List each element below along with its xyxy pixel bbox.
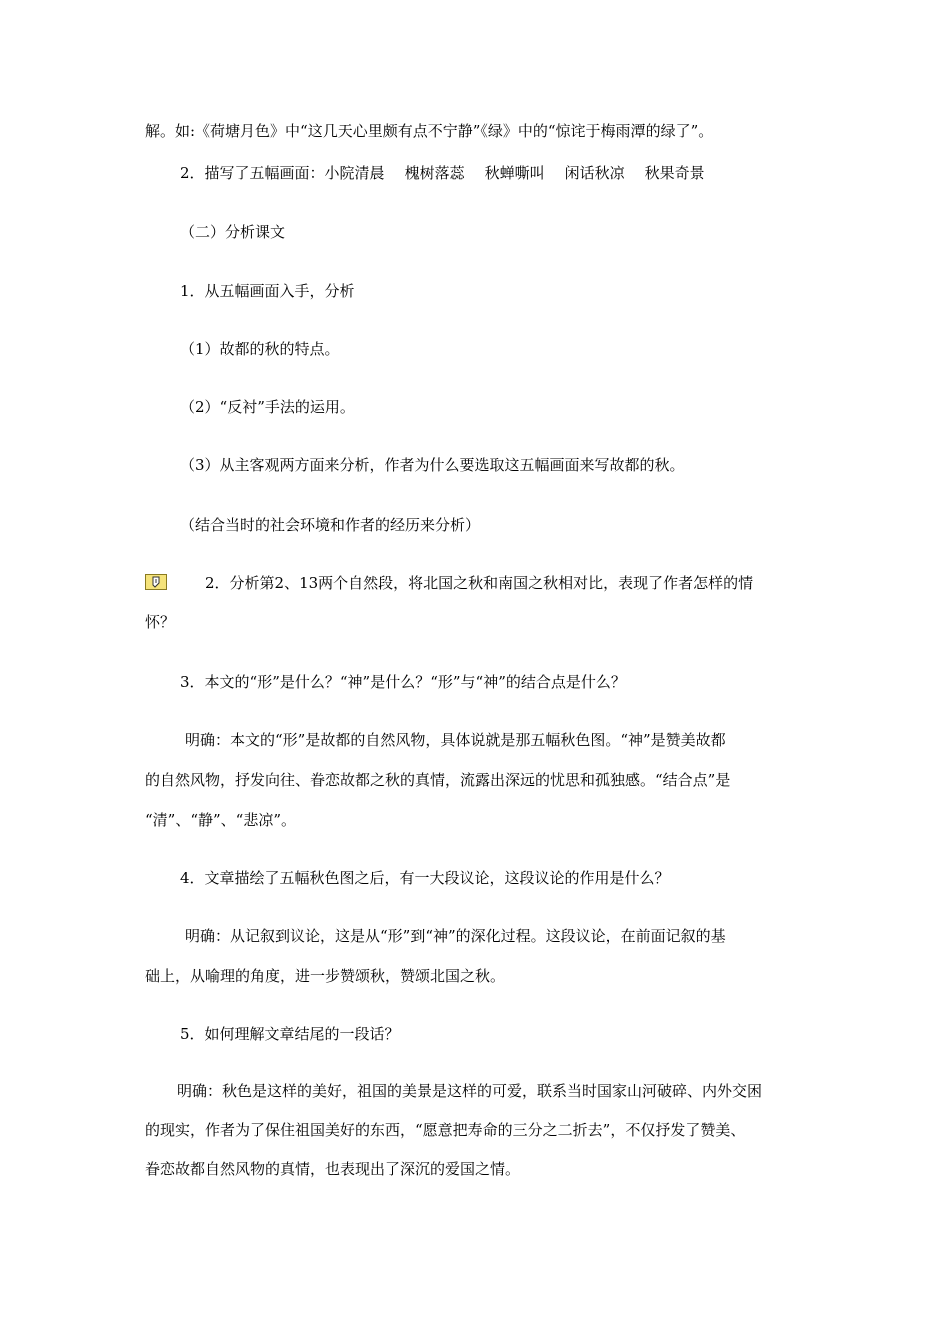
question-3: 3．本文的“形”是什么？“神”是什么？“形”与“神”的结合点是什么？ xyxy=(180,673,626,691)
comment-flag-icon[interactable] xyxy=(145,574,167,590)
answer-3-line-3: “清”、“静”、“悲凉”。 xyxy=(145,811,297,829)
scene-5: 秋果奇景 xyxy=(644,164,705,182)
section-2-title: （二）分析课文 xyxy=(180,223,286,241)
scene-2: 槐树落蕊 xyxy=(404,164,465,182)
question-1-sub-2: （2）“反衬”手法的运用。 xyxy=(180,398,355,416)
question-1-sub-3: （3）从主客观两方面来分析，作者为什么要选取这五幅画面来写故都的秋。 xyxy=(180,456,685,474)
answer-4-line-2: 础上，从喻理的角度，进一步赞颂秋，赞颂北国之秋。 xyxy=(145,967,506,985)
answer-5-line-1: 明确：秋色是这样的美好，祖国的美景是这样的可爱，联系当时国家山河破碎、内外交困 xyxy=(177,1082,763,1100)
item-2-scenes xyxy=(180,163,845,183)
question-1: 1．从五幅画面入手，分析 xyxy=(180,282,355,300)
question-5: 5．如何理解文章结尾的一段话？ xyxy=(180,1025,400,1043)
scene-1: 小院清晨 xyxy=(324,164,385,182)
question-2-line-2: 怀？ xyxy=(145,613,176,631)
text-line-top: 解。如:《荷塘月色》中“这几天心里颇有点不宁静”《绿》中的“惊诧于梅雨潭的绿了”。 xyxy=(145,122,714,140)
scene-4: 闲话秋凉 xyxy=(564,164,625,182)
item-2-prefix: 2．描写了五幅画面： xyxy=(180,164,325,182)
answer-5-line-3: 眷恋故都自然风物的真情，也表现出了深沉的爱国之情。 xyxy=(145,1160,521,1178)
answer-3-line-2: 的自然风物，抒发向往、眷恋故都之秋的真情，流露出深远的忧思和孤独感。“结合点”是 xyxy=(145,771,731,789)
question-2-line-1: 2．分析第2、13两个自然段，将北国之秋和南国之秋相对比，表现了作者怎样的情 xyxy=(205,574,754,592)
answer-3-line-1: 明确：本文的“形”是故都的自然风物，具体说就是那五幅秋色图。“神”是赞美故都 xyxy=(185,731,726,749)
question-1-note: （结合当时的社会环境和作者的经历来分析） xyxy=(180,516,481,534)
answer-5-line-2: 的现实，作者为了保住祖国美好的东西，“愿意把寿命的三分之二折去”，不仅抒发了赞美、 xyxy=(145,1121,746,1139)
question-4: 4．文章描绘了五幅秋色图之后，有一大段议论，这段议论的作用是什么？ xyxy=(180,869,670,887)
answer-4-line-1: 明确：从记叙到议论，这是从“形”到“神”的深化过程。这段议论，在前面记叙的基 xyxy=(185,927,726,945)
scene-3: 秋蝉嘶叫 xyxy=(484,164,545,182)
question-1-sub-1: （1）故都的秋的特点。 xyxy=(180,340,340,358)
